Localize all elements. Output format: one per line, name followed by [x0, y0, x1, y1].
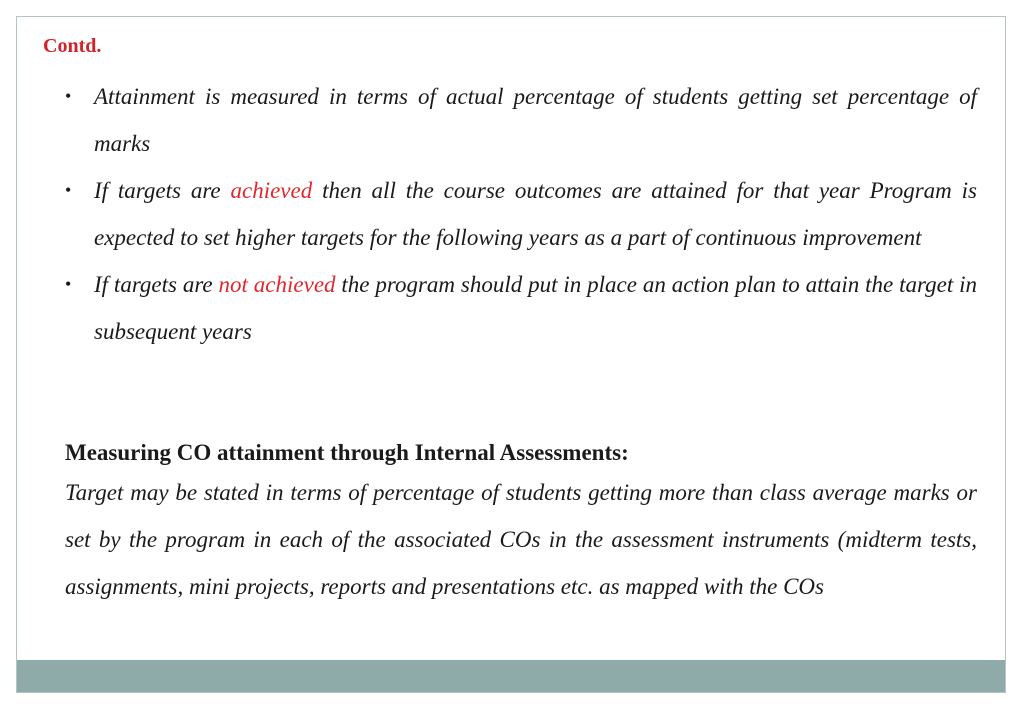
bullet-dot-icon: •	[65, 274, 72, 294]
highlight-achieved: achieved	[230, 178, 313, 203]
bullet-item	[65, 261, 977, 355]
bullet-item	[65, 73, 977, 167]
section-title: Measuring CO attainment through Internal Assessments:	[65, 440, 629, 465]
bullet-item	[65, 167, 977, 261]
section-body: Target may be stated in terms of percentage of students getting more than class average marks or set by the program in each of the associated COs in the assessment instruments (midterm tests, assignments, mini projects, reports and presentations etc. as mapped with the COs	[65, 480, 977, 599]
bullet-text: Attainment is measured in terms of actual percentage of students getting set percentage of marks	[94, 84, 977, 156]
bullet-text: then all the course outcomes are attained for that year Program is expected to set higher targets for the following years as a part of continuous improvement	[94, 178, 977, 250]
bullet-dot-icon: •	[65, 180, 72, 200]
footer-bar	[17, 660, 1005, 692]
bullet-text: If targets are	[94, 272, 219, 297]
highlight-not-achieved: not achieved	[218, 272, 336, 297]
bullet-list	[65, 73, 977, 355]
bullet-dot-icon: •	[65, 86, 72, 106]
slide	[16, 16, 1006, 693]
bullet-text: the program should put in place an action plan to attain the target in subsequent years	[94, 272, 977, 344]
bullet-text: If targets are	[94, 178, 231, 203]
slide-header: Contd.	[43, 35, 102, 57]
